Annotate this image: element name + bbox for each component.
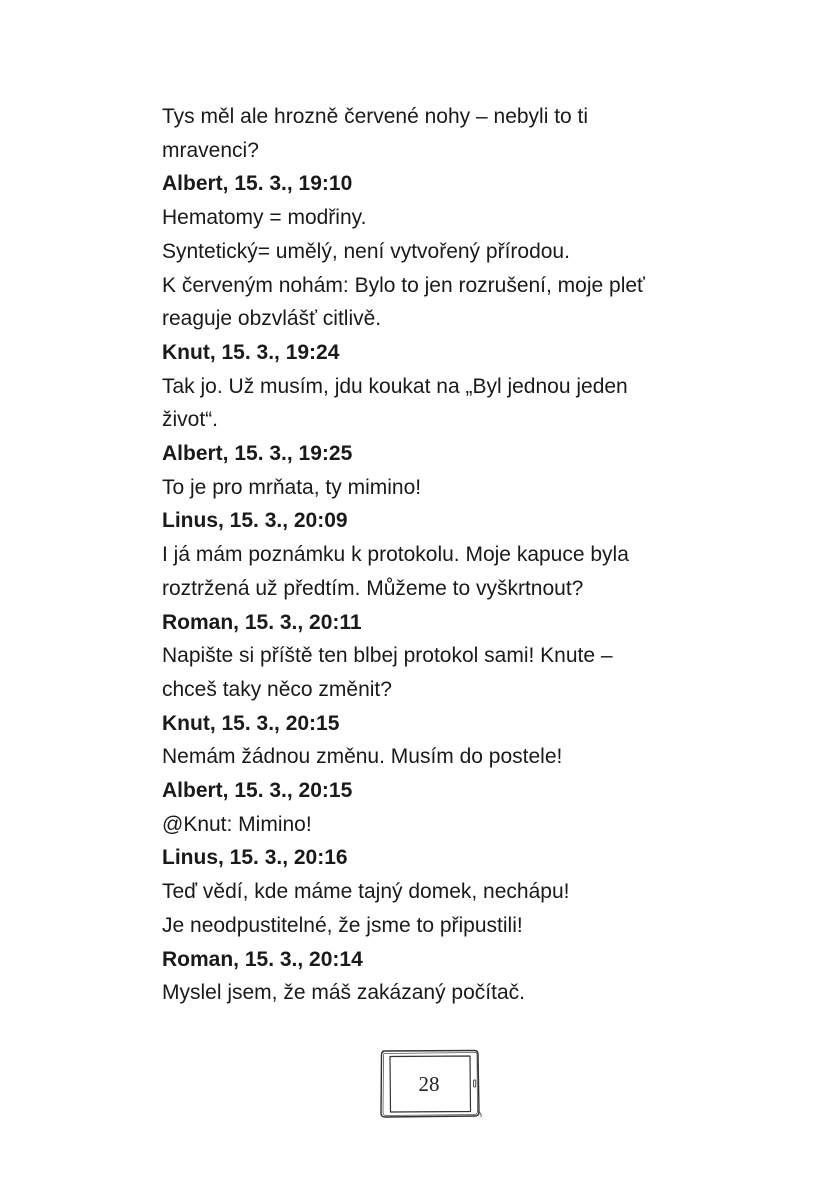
speaker-header: Roman, 15. 3., 20:11: [162, 610, 362, 634]
chat-transcript: [162, 100, 722, 1010]
message-line: Tak jo. Už musím, jdu koukat na „Byl jednou jeden: [162, 374, 628, 398]
page-number-frame: [379, 1049, 483, 1119]
message-line: Je neodpustitelné, že jsme to připustili!: [162, 913, 523, 937]
message-line: život“.: [162, 408, 219, 432]
message-line: To je pro mrňata, ty mimino!: [162, 475, 422, 499]
speaker-header: Albert, 15. 3., 19:10: [162, 172, 353, 196]
message-line: Myslel jsem, že máš zakázaný počítač.: [162, 981, 525, 1005]
page-number: 28: [418, 1072, 440, 1096]
message-line: Tys měl ale hrozně červené nohy – nebyli to ti: [162, 105, 589, 128]
message-line: Syntetický= umělý, není vytvořený přírodou.: [162, 239, 570, 263]
speaker-header: Albert, 15. 3., 20:15: [162, 779, 353, 803]
message-line: chceš taky něco změnit?: [162, 677, 392, 701]
message-line: Nemám žádnou změnu. Musím do postele!: [162, 745, 563, 769]
message-line: Napište si příště ten blbej protokol sami! Knute –: [162, 644, 613, 668]
speaker-header: Linus, 15. 3., 20:16: [162, 846, 348, 870]
message-line: Hematomy = modřiny.: [162, 206, 367, 230]
message-line: K červeným nohám: Bylo to jen rozrušení, moje pleť: [162, 273, 645, 297]
message-line: reaguje obzvlášť citlivě.: [162, 307, 382, 331]
speaker-header: Albert, 15. 3., 19:25: [162, 442, 353, 466]
speaker-header: Knut, 15. 3., 20:15: [162, 711, 340, 735]
message-line: I já mám poznámku k protokolu. Moje kapuce byla: [162, 543, 629, 567]
speaker-header: Linus, 15. 3., 20:09: [162, 509, 348, 533]
speaker-header: Roman, 15. 3., 20:14: [162, 947, 363, 971]
message-line: @Knut: Mimino!: [162, 812, 312, 836]
message-line: roztržená už předtím. Můžeme to vyškrtnout?: [162, 576, 584, 600]
message-line: mravenci?: [162, 138, 259, 162]
speaker-header: Knut, 15. 3., 19:24: [162, 340, 340, 364]
message-line: Teď vědí, kde máme tajný domek, nechápu!: [162, 880, 570, 904]
